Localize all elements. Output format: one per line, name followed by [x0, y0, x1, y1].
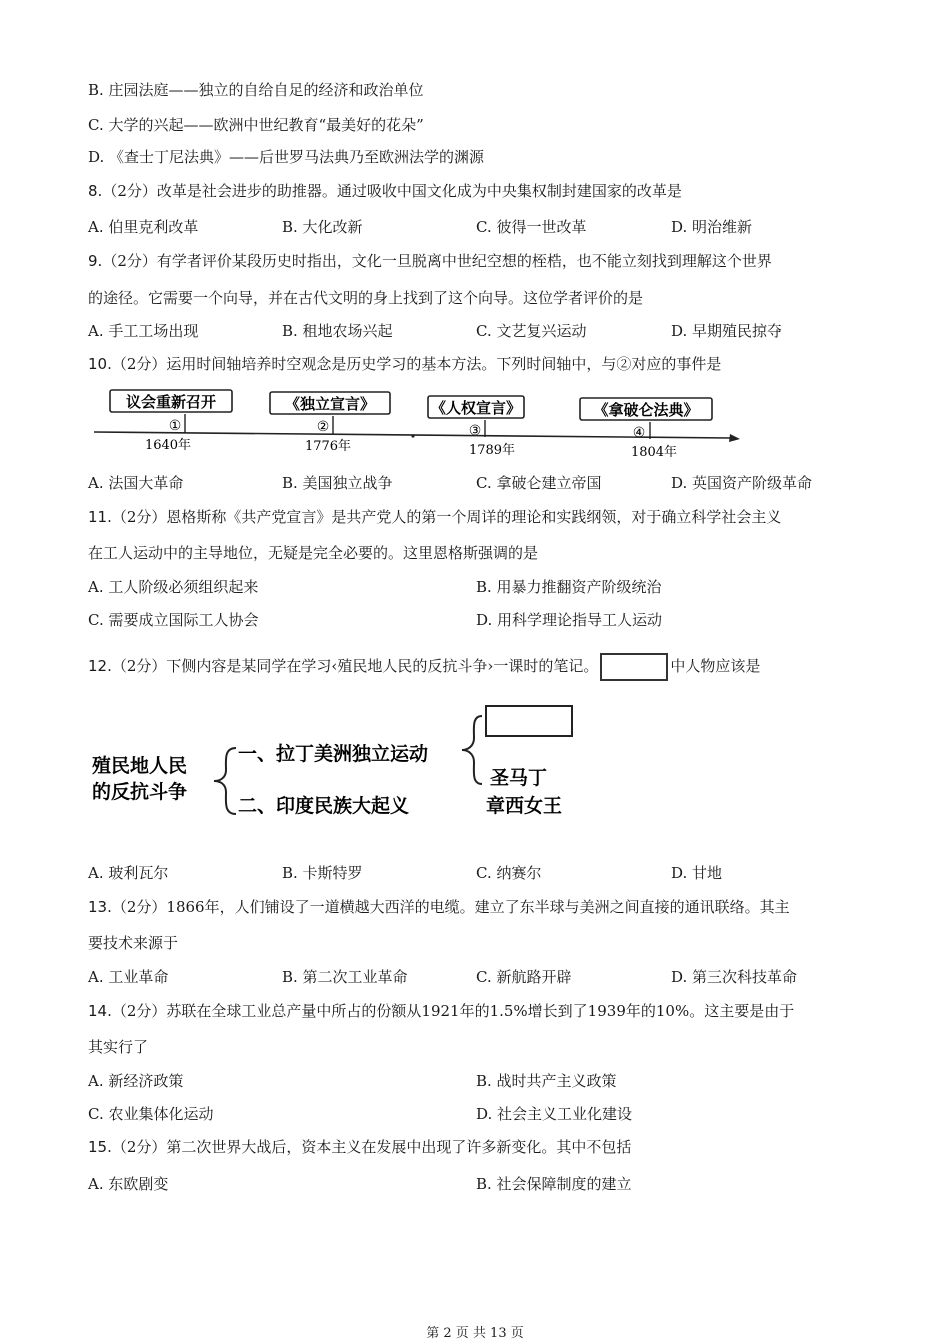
q14-stem-line2: 其实行了 [88, 1038, 149, 1056]
q12-blank-box [600, 653, 668, 681]
q11-option-b: B. 用暴力推翻资产阶级统治 [476, 578, 662, 596]
q9-option-a: A. 手工工场出现 [88, 322, 199, 340]
timeline-figure [90, 384, 750, 464]
timeline-label-3: 《人权宣言》 [430, 399, 522, 417]
q10-option-d: D. 英国资产阶级革命 [671, 474, 813, 492]
q12-option-a: A. 玻利瓦尔 [88, 864, 169, 882]
timeline-year-2: 1776年 [304, 439, 352, 454]
q9-text1: （2分）有学者评价某段历史时指出，文化一旦脱离中世纪空想的桎梏，也不能立刻找到理解这个世界 [102, 252, 772, 270]
q11-number: 11. [88, 508, 112, 526]
timeline-year-1: 1640年 [144, 438, 192, 453]
timeline-mark-2: ② [316, 419, 330, 435]
q15-option-b: B. 社会保障制度的建立 [476, 1175, 632, 1193]
q12-text-before: （2分）下侧内容是某同学在学习‹殖民地人民的反抗斗争›一课时的笔记。 [111, 657, 599, 675]
q15-number: 15. [88, 1138, 112, 1156]
q12-option-b: B. 卡斯特罗 [282, 864, 363, 882]
notes-branch-2: 二、印度民族大起义 [238, 795, 410, 817]
q7-option-b: B. 庄园法庭——独立的自给自足的经济和政治单位 [88, 81, 424, 99]
q10-text: （2分）运用时间轴培养时空观念是历史学习的基本方法。下列时间轴中，与②对应的事件是 [111, 355, 722, 373]
timeline-arrow-icon [729, 434, 740, 442]
q13-option-c: C. 新航路开辟 [476, 968, 572, 986]
q14-text1: （2分）苏联在全球工业总产量中所占的份额从1921年的1.5%增长到了1939年的10%。这主要是由于 [111, 1002, 795, 1020]
q11-option-d: D. 用科学理论指导工人运动 [476, 611, 663, 629]
q9-option-c: C. 文艺复兴运动 [476, 322, 587, 340]
q10-option-c: C. 拿破仑建立帝国 [476, 474, 602, 492]
q8-number: 8. [88, 182, 103, 200]
q12-option-d: D. 甘地 [671, 864, 723, 882]
timeline-mark-3: ③ [468, 423, 482, 439]
q14-option-b: B. 战时共产主义政策 [476, 1072, 617, 1090]
q12-stem [88, 652, 760, 681]
notes-brace-right [462, 716, 482, 784]
notes-branch-1: 一、拉丁美洲独立运动 [238, 743, 429, 765]
q10-option-a: A. 法国大革命 [88, 474, 184, 492]
q8-option-d: D. 明治维新 [671, 218, 753, 236]
timeline-year-3: 1789年 [468, 443, 516, 458]
timeline-label-4: 《拿破仑法典》 [593, 401, 699, 419]
q15-option-a: A. 东欧剧变 [88, 1175, 169, 1193]
page-footer: 第 2 页 共 13 页 [426, 1326, 524, 1341]
timeline-mark-4: ④ [632, 425, 646, 441]
q13-option-b: B. 第二次工业革命 [282, 968, 408, 986]
q13-stem-line2: 要技术来源于 [88, 934, 179, 952]
q12-number: 12. [88, 657, 112, 675]
q14-option-d: D. 社会主义工业化建设 [476, 1105, 633, 1123]
q10-stem [88, 354, 721, 374]
q9-number: 9. [88, 252, 103, 270]
q13-stem-line1 [88, 897, 790, 917]
timeline-label-2: 《独立宣言》 [284, 395, 376, 413]
q7-option-d: D. 《查士丁尼法典》——后世罗马法典乃至欧洲法学的渊源 [88, 148, 485, 166]
q11-stem-line1 [88, 507, 781, 527]
q14-number: 14. [88, 1002, 112, 1020]
q8-stem [88, 181, 682, 201]
q15-stem [88, 1137, 631, 1157]
q11-option-c: C. 需要成立国际工人协会 [88, 611, 259, 629]
q8-text: （2分）改革是社会进步的助推器。通过吸收中国文化成为中央集权制封建国家的改革是 [102, 182, 682, 200]
q13-text1: （2分）1866年，人们铺设了一道横越大西洋的电缆。建立了东半球与美洲之间直接的通讯联络。其主 [111, 898, 790, 916]
q9-option-b: B. 租地农场兴起 [282, 322, 393, 340]
q12-text-after: 中人物应该是 [670, 657, 761, 675]
q8-option-b: B. 大化改新 [282, 218, 363, 236]
q10-option-b: B. 美国独立战争 [282, 474, 393, 492]
notes-root-line1: 殖民地人民 [92, 755, 188, 777]
timeline-label-1: 议会重新召开 [125, 393, 217, 411]
notes-brace-left [214, 748, 236, 814]
q11-option-a: A. 工人阶级必须组织起来 [88, 578, 259, 596]
q13-number: 13. [88, 898, 112, 916]
q12-option-c: C. 纳赛尔 [476, 864, 542, 882]
q13-option-d: D. 第三次科技革命 [671, 968, 798, 986]
q8-option-a: A. 伯里克利改革 [88, 218, 199, 236]
q13-option-a: A. 工业革命 [88, 968, 169, 986]
q9-stem-line1 [88, 251, 772, 271]
timeline-mark-1: ① [168, 418, 182, 434]
notes-figure [88, 698, 588, 828]
q10-number: 10. [88, 355, 112, 373]
timeline-year-4: 1804年 [630, 445, 678, 460]
q8-option-c: C. 彼得一世改革 [476, 218, 587, 236]
q11-stem-line2: 在工人运动中的主导地位，无疑是完全必要的。这里恩格斯强调的是 [88, 544, 539, 562]
q7-option-c: C. 大学的兴起——欧洲中世纪教育“最美好的花朵” [88, 116, 424, 134]
q9-stem-line2: 的途径。它需要一个向导，并在古代文明的身上找到了这个向导。这位学者评价的是 [88, 289, 644, 307]
q14-stem-line1 [88, 1001, 794, 1021]
notes-blank-box [486, 706, 572, 736]
q14-option-c: C. 农业集体化运动 [88, 1105, 214, 1123]
timeline-dot [411, 434, 414, 437]
notes-leaf-1: 圣马丁 [490, 767, 548, 789]
notes-leaf-2: 章西女王 [486, 795, 563, 817]
q9-option-d: D. 早期殖民掠夺 [671, 322, 783, 340]
q11-text1: （2分）恩格斯称《共产党宣言》是共产党人的第一个周详的理论和实践纲领，对于确立科学社会主义 [111, 508, 782, 526]
q15-text: （2分）第二次世界大战后，资本主义在发展中出现了许多新变化。其中不包括 [111, 1138, 632, 1156]
notes-root-line2: 的反抗斗争 [92, 781, 188, 803]
q14-option-a: A. 新经济政策 [88, 1072, 184, 1090]
